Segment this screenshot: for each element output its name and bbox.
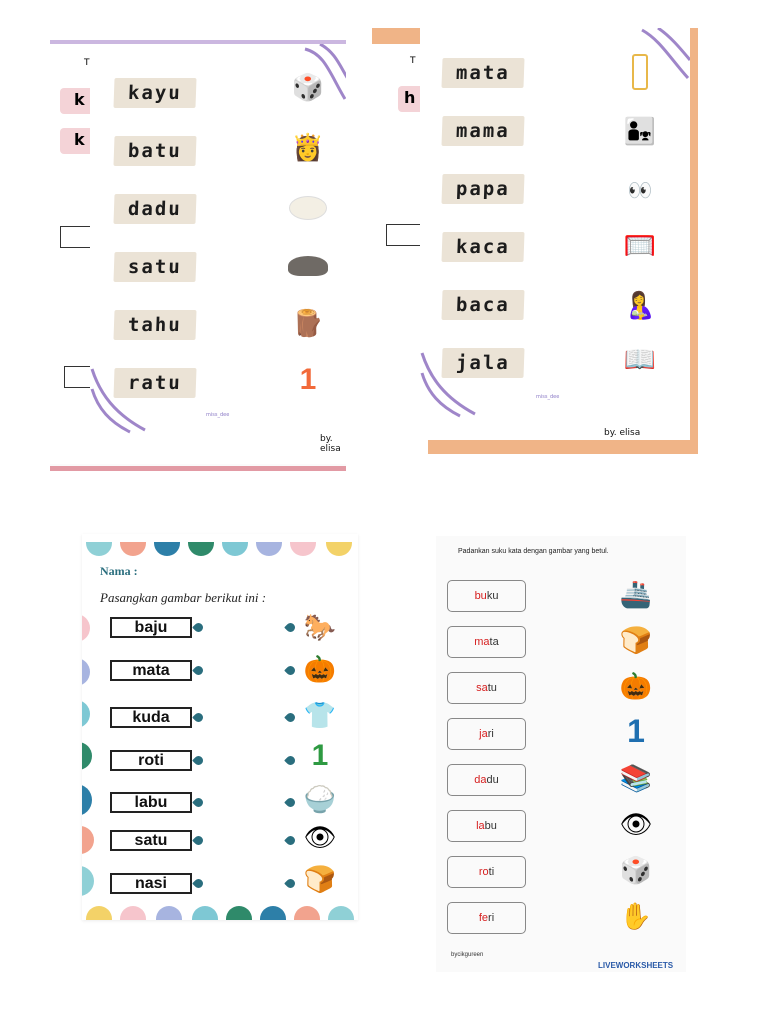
match-dot[interactable]: [284, 877, 297, 890]
word-label: kayu: [113, 78, 196, 108]
word-label: mata: [441, 58, 524, 88]
rice-icon: 🍚: [303, 785, 337, 815]
decoration: [120, 542, 146, 556]
word-label: tahu: [113, 310, 196, 340]
match-dot[interactable]: [192, 664, 205, 677]
word-label: mama: [441, 116, 524, 146]
decoration: [82, 614, 90, 642]
tofu-icon: [286, 190, 330, 226]
dice-icon: 🎲: [619, 856, 653, 886]
hand-icon: ✋: [619, 902, 653, 932]
bread-icon: 🍞: [303, 865, 337, 895]
word-label: batu: [113, 136, 196, 166]
decoration: [222, 542, 248, 556]
mirror-icon: [618, 54, 662, 90]
decoration: [86, 542, 112, 556]
instruction: Padankan suku kata dengan gambar yang betul.: [458, 548, 609, 555]
instruction: Pasangkan gambar berikut ini :: [100, 590, 267, 605]
bread-icon: 🍞: [619, 626, 653, 656]
word-box: baju: [110, 617, 192, 638]
queen-icon: 👸: [291, 133, 325, 163]
decoration: [82, 658, 90, 686]
syllable-box[interactable]: satu: [447, 672, 526, 704]
liveworksheets-logo: LIVEWORKSHEETS: [598, 961, 674, 970]
syllable-box[interactable]: buku: [447, 580, 526, 612]
front-page: [90, 44, 346, 464]
word-box: mata: [110, 660, 192, 681]
syllable-box[interactable]: dadu: [447, 764, 526, 796]
word-label: ratu: [113, 368, 196, 398]
match-dot[interactable]: [192, 754, 205, 767]
match-dot[interactable]: [192, 877, 205, 890]
match-dot[interactable]: [192, 621, 205, 634]
shirt-icon: 👕: [303, 701, 337, 731]
word-box: nasi: [110, 873, 192, 894]
decoration: [226, 906, 252, 920]
syllable-box[interactable]: labu: [447, 810, 526, 842]
match-dot[interactable]: [284, 621, 297, 634]
decoration: [82, 866, 94, 896]
eye-icon: 👁: [619, 810, 653, 840]
decoration: [260, 906, 286, 920]
decoration: [326, 542, 352, 556]
word-label: jala: [441, 348, 524, 378]
books-icon: 📚: [619, 764, 653, 794]
decoration: [86, 906, 112, 920]
word-box: satu: [110, 830, 192, 851]
stones-icon: [286, 248, 330, 284]
pumpkin-icon: 🎃: [619, 672, 653, 702]
dice-icon: 🎲: [291, 73, 325, 103]
ship-icon: 🚢: [619, 580, 653, 610]
back-answer-box: [60, 226, 94, 248]
back-label: k: [60, 88, 94, 114]
decoration: [154, 542, 180, 556]
back-label: h: [398, 86, 428, 112]
eyes-icon: 👀: [627, 178, 653, 202]
match-dot[interactable]: [284, 796, 297, 809]
word-label: dadu: [113, 194, 196, 224]
worksheet-pasangkan: [82, 534, 358, 920]
footer-author: bycikgureen: [451, 952, 484, 958]
number-one-icon: 1: [627, 712, 645, 749]
worksheet-kayu: [50, 40, 346, 471]
decoration: [156, 906, 182, 920]
net-icon: 🥅: [623, 231, 657, 261]
decoration: [192, 906, 218, 920]
decoration: [82, 826, 94, 854]
mother-child-icon: 🤱: [623, 291, 657, 321]
match-dot[interactable]: [192, 834, 205, 847]
logs-icon: 🪵: [291, 309, 325, 339]
number-one-icon: 1: [299, 363, 317, 396]
decoration: [82, 742, 92, 770]
pumpkin-icon: 🎃: [303, 655, 337, 685]
horse-icon: 🐎: [303, 613, 337, 643]
match-dot[interactable]: [284, 711, 297, 724]
family-icon: 👨‍👧: [623, 117, 657, 147]
word-label: satu: [113, 252, 196, 282]
decoration: [120, 906, 146, 920]
decoration: [294, 906, 320, 920]
syllable-box[interactable]: roti: [447, 856, 526, 888]
eye-icon: 👁: [303, 823, 337, 853]
syllable-box[interactable]: jari: [447, 718, 526, 750]
number-one-icon: 1: [311, 739, 329, 772]
word-label: papa: [441, 174, 524, 204]
back-label: k: [60, 128, 94, 154]
worksheet-mata: [372, 28, 698, 454]
decoration: [290, 542, 316, 556]
decoration: [82, 784, 92, 816]
back-letter: T: [84, 58, 90, 68]
match-dot[interactable]: [284, 834, 297, 847]
match-dot[interactable]: [192, 796, 205, 809]
word-box: labu: [110, 792, 192, 813]
decoration: [188, 542, 214, 556]
match-dot[interactable]: [192, 711, 205, 724]
syllable-box[interactable]: mata: [447, 626, 526, 658]
reading-child-icon: 📖: [623, 345, 657, 375]
match-dot[interactable]: [284, 754, 297, 767]
decoration: [328, 906, 354, 920]
back-letter: T: [410, 56, 416, 66]
word-label: baca: [441, 290, 524, 320]
syllable-box[interactable]: feri: [447, 902, 526, 934]
front-page: [420, 28, 690, 440]
match-dot[interactable]: [284, 664, 297, 677]
decoration: [256, 542, 282, 556]
word-box: roti: [110, 750, 192, 771]
word-label: kaca: [441, 232, 524, 262]
byline: by. elisa: [320, 434, 341, 454]
author-note: miss_dee: [536, 394, 560, 400]
author-note: miss_dee: [206, 412, 230, 418]
decoration: [82, 700, 90, 728]
name-label: Nama :: [100, 564, 138, 578]
back-page: [50, 44, 95, 464]
byline: by. elisa: [604, 428, 641, 438]
word-box: kuda: [110, 707, 192, 728]
